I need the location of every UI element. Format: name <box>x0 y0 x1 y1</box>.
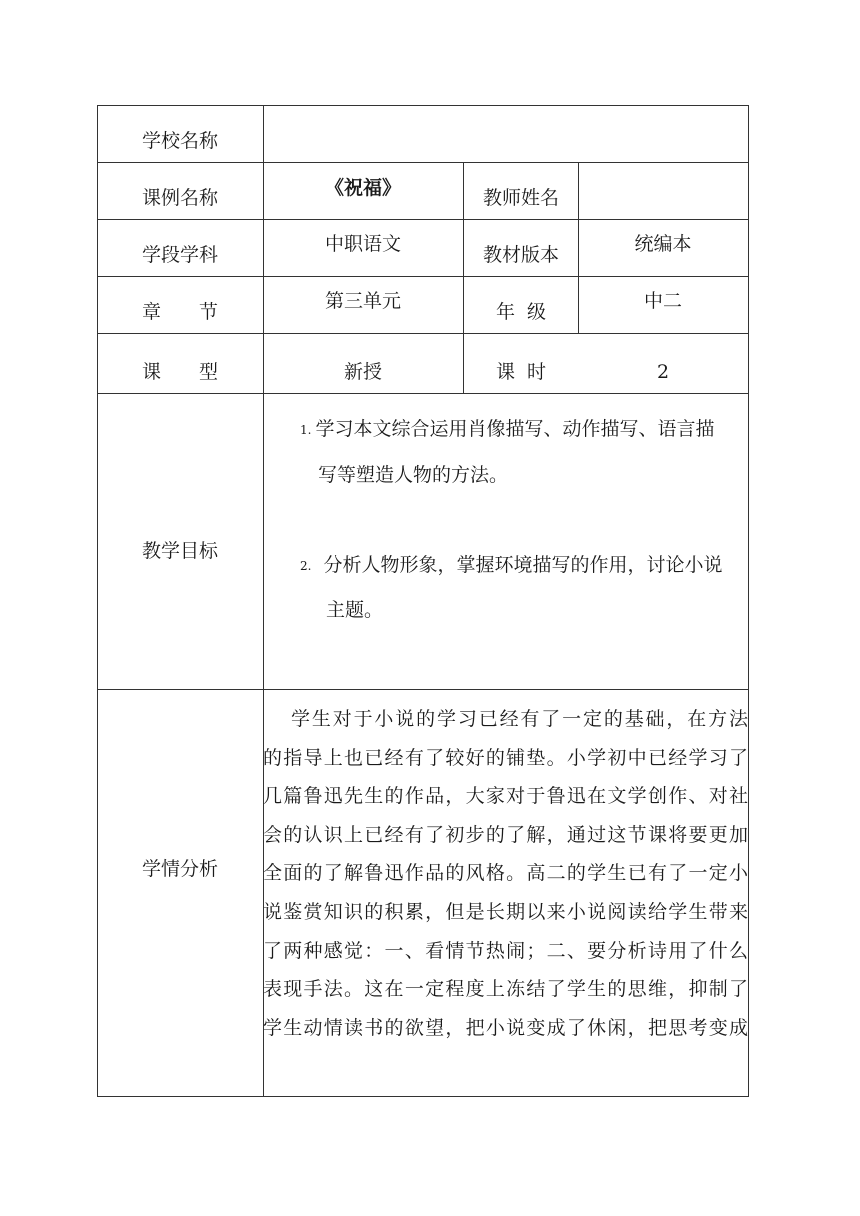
row-line <box>97 393 749 394</box>
analysis-line: 几篇鲁迅先生的作品，大家对于鲁迅在文学创作、对社 <box>263 785 748 808</box>
chapter-value[interactable]: 第三单元 <box>324 290 401 312</box>
goal-number: 2. <box>300 559 312 573</box>
lesson-name-label: 课例名称 <box>141 187 218 209</box>
school-name-label: 学校名称 <box>141 130 218 152</box>
row-line <box>97 105 749 106</box>
class-hours-value[interactable]: 2 <box>656 361 670 383</box>
subject-value[interactable]: 中职语文 <box>324 233 401 255</box>
class-hours-label: 课 时 <box>495 361 547 383</box>
analysis-line: 表现手法。这在一定程度上冻结了学生的思维，抑制了 <box>263 978 748 1001</box>
col-line <box>748 105 749 1097</box>
goal-item-continued <box>318 463 508 487</box>
analysis-line: 的指导上也已经有了较好的铺垫。小学初中已经学习了 <box>263 746 748 769</box>
goal-item <box>300 553 722 578</box>
row-line <box>97 1096 749 1097</box>
teaching-goals-label: 教学目标 <box>141 540 218 562</box>
analysis-line: 学生动情读书的欲望，把小说变成了休闲，把思考变成 <box>263 1016 748 1039</box>
grade-label: 年 级 <box>495 301 547 323</box>
analysis-line: 学生对于小说的学习已经有了一定的基础，在方法 <box>291 708 748 730</box>
goal-text: 学习本文综合运用肖像描写、动作描写、语言描 <box>315 418 715 440</box>
student-analysis-label: 学情分析 <box>141 858 218 880</box>
edition-label: 教材版本 <box>482 244 559 266</box>
row-line <box>97 162 749 163</box>
analysis-line: 说鉴赏知识的积累，但是长期以来小说阅读给学生带来 <box>263 900 748 923</box>
goal-text: 主题。 <box>326 599 384 621</box>
row-line <box>97 689 749 690</box>
grade-value[interactable]: 中二 <box>643 290 682 312</box>
row-line <box>97 276 749 277</box>
lesson-type-label: 课 型 <box>141 361 218 383</box>
lesson-name-value[interactable]: 《祝福》 <box>324 177 401 199</box>
teacher-name-label: 教师姓名 <box>482 187 559 209</box>
analysis-line: 了两种感觉：一、看情节热闹；二、要分析诗用了什么 <box>263 939 748 962</box>
edition-value[interactable]: 统编本 <box>634 233 692 255</box>
goal-text: 写等塑造人物的方法。 <box>318 464 509 486</box>
student-analysis-text <box>263 700 748 1047</box>
goal-item <box>300 417 714 442</box>
subject-label: 学段学科 <box>141 244 218 266</box>
analysis-line: 会的认识上已经有了初步的了解，通过这节课将要更加 <box>263 823 748 846</box>
goal-item-continued <box>326 598 383 622</box>
row-line <box>97 219 749 220</box>
goal-text: 分析人物形象，掌握环境描写的作用，讨论小说 <box>323 554 723 576</box>
goal-number: 1. <box>300 423 312 437</box>
analysis-line: 全面的了解鲁迅作品的风格。高二的学生已有了一定小 <box>263 862 748 885</box>
chapter-label: 章 节 <box>141 301 218 323</box>
row-line <box>97 333 749 334</box>
lesson-type-value[interactable]: 新授 <box>343 361 382 383</box>
